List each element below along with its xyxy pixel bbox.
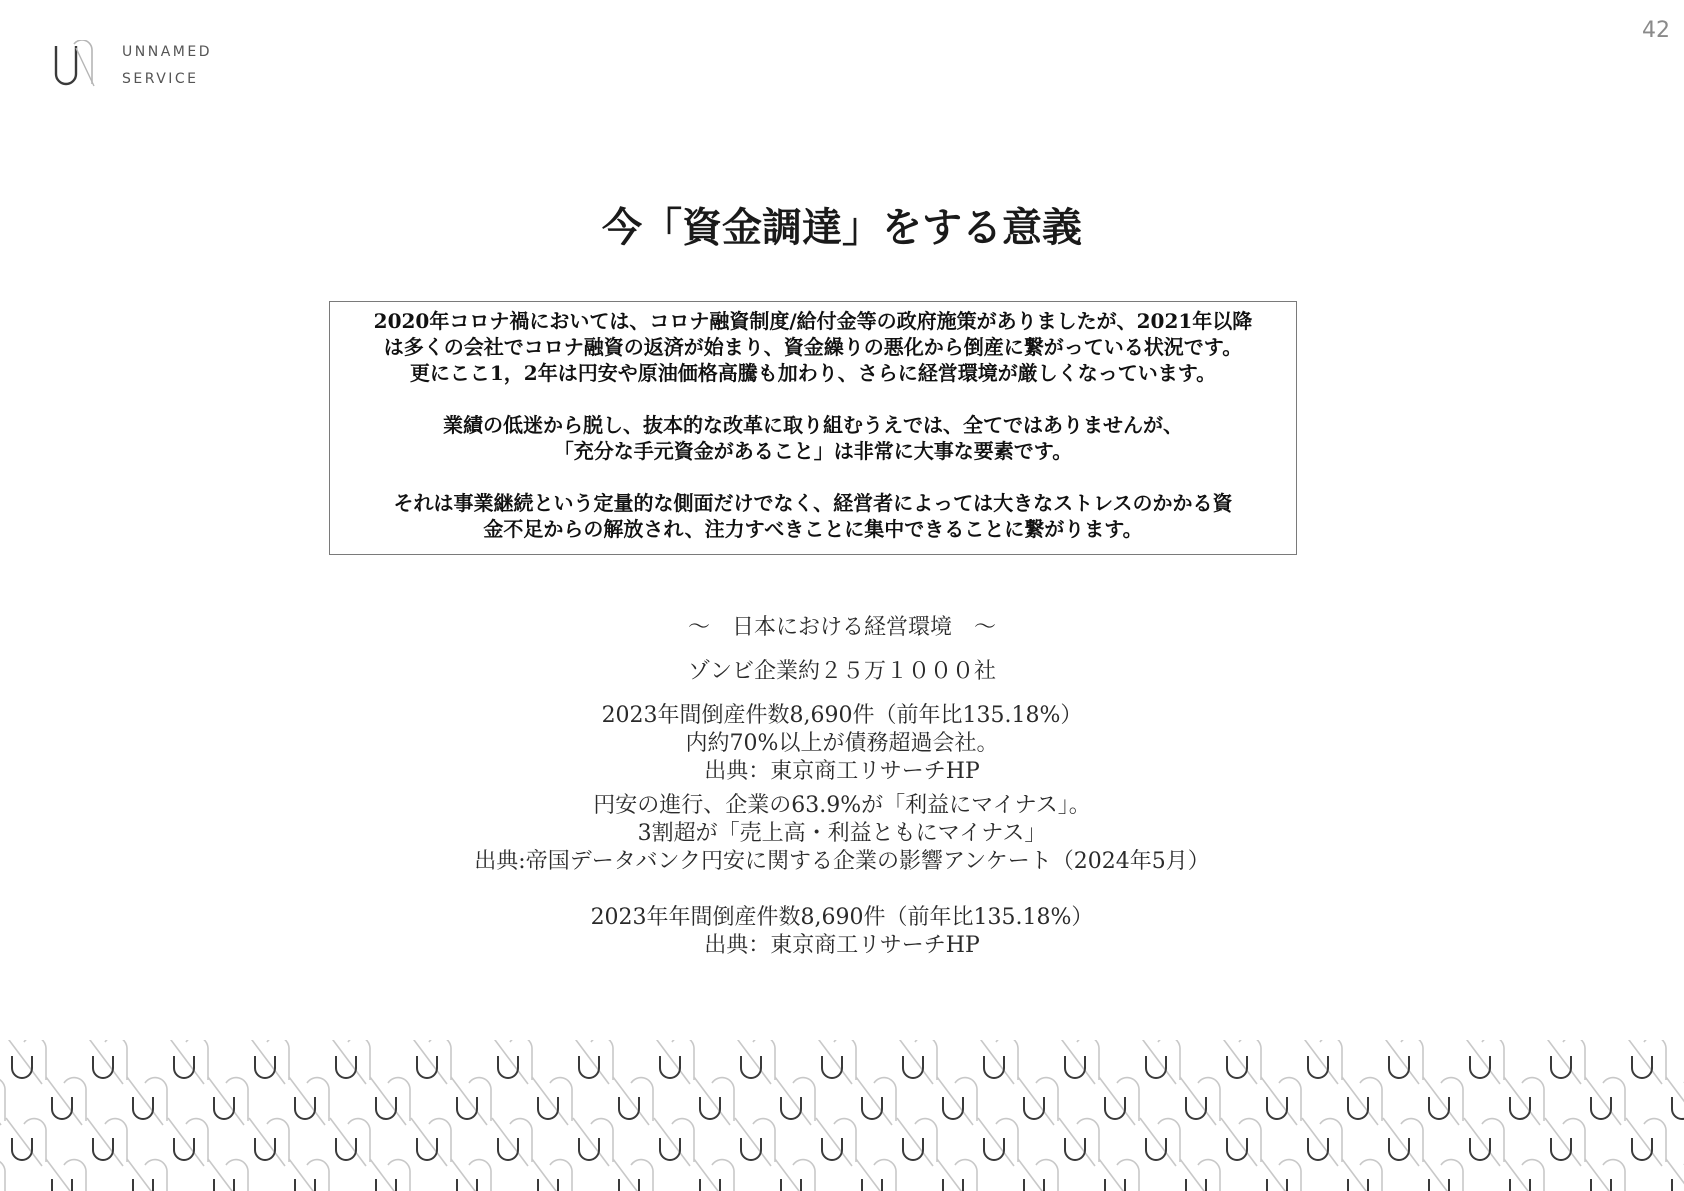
bankruptcy-count: 2023年年間倒産件数8,690件（前年比135.18%） <box>590 905 1094 930</box>
pattern-mark <box>0 1159 5 1191</box>
pattern-mark <box>6 1118 46 1166</box>
pattern-mark <box>937 1159 977 1191</box>
pattern-mark <box>694 1159 734 1191</box>
yen-profit-impact: 円安の進行、企業の63.9%が「利益にマイナス」。 <box>593 793 1091 818</box>
pattern-mark <box>1221 1118 1261 1166</box>
pattern-mark <box>1666 1077 1684 1125</box>
pattern-mark <box>1261 1159 1301 1191</box>
business-environment-section <box>0 614 1684 960</box>
logo <box>52 40 232 92</box>
pattern-mark <box>816 1040 856 1084</box>
pattern-mark <box>1180 1077 1220 1125</box>
pattern-mark <box>1018 1159 1058 1191</box>
intro-paragraph-2 <box>340 412 1286 464</box>
pattern-mark <box>1180 1159 1220 1191</box>
pattern-mark <box>168 1040 208 1084</box>
pattern-mark <box>411 1040 451 1084</box>
bankruptcy-stat-block-2 <box>0 904 1684 960</box>
pattern-mark <box>1261 1077 1301 1125</box>
pattern-mark <box>573 1118 613 1166</box>
intro-line: 「充分な手元資金があること」は非常に大事な要素です。 <box>553 439 1073 463</box>
intro-line: は多くの会社でコロナ融資の返済が始まり、資金繰りの悪化から倒産に繋がっている状況です。 <box>383 335 1243 359</box>
pattern-mark <box>451 1159 491 1191</box>
pattern-mark <box>856 1077 896 1125</box>
pattern-mark <box>1018 1077 1058 1125</box>
bankruptcy-count: 2023年間倒産件数8,690件（前年比135.18%） <box>601 703 1083 728</box>
un-monogram-icon <box>52 40 100 90</box>
pattern-mark <box>1140 1040 1180 1084</box>
pattern-mark <box>897 1040 937 1084</box>
pattern-mark <box>532 1077 572 1125</box>
pattern-mark <box>289 1077 329 1125</box>
pattern-mark <box>330 1040 370 1084</box>
pattern-mark <box>46 1159 86 1191</box>
insolvency-share: 内約70%以上が債務超過会社。 <box>685 731 999 756</box>
pattern-mark <box>1221 1040 1261 1084</box>
pattern-mark <box>1464 1118 1504 1166</box>
pattern-mark <box>1504 1159 1544 1191</box>
pattern-mark <box>289 1159 329 1191</box>
pattern-mark <box>1423 1159 1463 1191</box>
pattern-mark <box>492 1040 532 1084</box>
intro-box <box>329 301 1297 555</box>
pattern-mark <box>856 1159 896 1191</box>
yen-impact-block <box>0 792 1684 876</box>
logo-text-line1: UNNAMED <box>122 44 212 60</box>
pattern-mark <box>208 1077 248 1125</box>
pattern-mark <box>1383 1040 1423 1084</box>
pattern-mark <box>1545 1118 1585 1166</box>
pattern-mark <box>87 1118 127 1166</box>
pattern-mark <box>127 1077 167 1125</box>
pattern-mark <box>1302 1040 1342 1084</box>
un-monogram-pattern-icon <box>0 1040 1684 1191</box>
bankruptcy-stat-block <box>0 702 1684 786</box>
pattern-mark <box>694 1077 734 1125</box>
pattern-mark <box>127 1159 167 1191</box>
pattern-mark <box>1342 1159 1382 1191</box>
pattern-mark <box>654 1118 694 1166</box>
yen-sales-impact: 3割超が「売上高・利益ともにマイナス」 <box>637 821 1047 846</box>
intro-paragraph-1 <box>340 308 1286 386</box>
pattern-mark <box>370 1077 410 1125</box>
pattern-mark <box>978 1040 1018 1084</box>
pattern-mark <box>87 1040 127 1084</box>
pattern-mark <box>451 1077 491 1125</box>
pattern-mark <box>208 1159 248 1191</box>
pattern-mark <box>1666 1159 1684 1191</box>
pattern-mark <box>1626 1040 1666 1084</box>
pattern-mark <box>1099 1159 1139 1191</box>
source-citation: 出典：東京商工リサーチHP <box>704 759 980 784</box>
logo-text-line2: SERVICE <box>122 71 199 87</box>
pattern-mark <box>897 1118 937 1166</box>
pattern-mark <box>168 1118 208 1166</box>
pattern-mark <box>1059 1118 1099 1166</box>
pattern-mark <box>1423 1077 1463 1125</box>
pattern-mark <box>6 1040 46 1084</box>
pattern-mark <box>1383 1118 1423 1166</box>
pattern-mark <box>532 1159 572 1191</box>
pattern-mark <box>1504 1077 1544 1125</box>
zombie-company-stat: ゾンビ企業約２５万１０００社 <box>687 659 996 684</box>
pattern-mark <box>613 1077 653 1125</box>
page-number: 42 <box>1642 18 1670 43</box>
intro-line: 業績の低迷から脱し、抜本的な改革に取り組むうえでは、全てではありませんが、 <box>443 413 1183 437</box>
pattern-mark <box>735 1040 775 1084</box>
pattern-mark <box>0 1077 5 1125</box>
pattern-mark <box>249 1118 289 1166</box>
environment-heading: ～ 日本における経営環境 ～ <box>687 615 996 640</box>
page-title: 今「資金調達」をする意義 <box>602 204 1082 251</box>
pattern-mark <box>1626 1118 1666 1166</box>
pattern-mark <box>937 1077 977 1125</box>
intro-line: 金不足からの解放され、注力すべきことに集中できることに繋がります。 <box>483 517 1143 541</box>
pattern-mark <box>1302 1118 1342 1166</box>
pattern-mark <box>613 1159 653 1191</box>
pattern-mark <box>775 1159 815 1191</box>
pattern-mark <box>1342 1077 1382 1125</box>
source-citation: 出典:帝国データバンク円安に関する企業の影響アンケート（2024年5月） <box>474 849 1210 874</box>
pattern-mark <box>249 1040 289 1084</box>
pattern-mark <box>1140 1118 1180 1166</box>
pattern-mark <box>492 1118 532 1166</box>
source-citation: 出典：東京商工リサーチHP <box>704 933 980 958</box>
pattern-mark <box>735 1118 775 1166</box>
pattern-mark <box>816 1118 856 1166</box>
intro-paragraph-3 <box>340 490 1286 542</box>
pattern-mark <box>1464 1040 1504 1084</box>
pattern-mark <box>1099 1077 1139 1125</box>
pattern-mark <box>978 1118 1018 1166</box>
pattern-mark <box>370 1159 410 1191</box>
pattern-mark <box>330 1118 370 1166</box>
pattern-mark <box>775 1077 815 1125</box>
intro-line: 更にここ1，2年は円安や原油価格高騰も加わり、さらに経営環境が厳しくなっています。 <box>409 361 1217 385</box>
pattern-mark <box>654 1040 694 1084</box>
intro-line: 2020年コロナ禍においては、コロナ融資制度/給付金等の政府施策がありましたが、2021年以降 <box>373 309 1253 333</box>
pattern-mark <box>1585 1159 1625 1191</box>
pattern-mark <box>1545 1040 1585 1084</box>
pattern-mark <box>573 1040 613 1084</box>
pattern-mark <box>411 1118 451 1166</box>
intro-line: それは事業継続という定量的な側面だけでなく、経営者によっては大きなストレスのかかる資 <box>393 491 1233 515</box>
pattern-mark <box>46 1077 86 1125</box>
pattern-mark <box>1585 1077 1625 1125</box>
pattern-mark <box>1059 1040 1099 1084</box>
